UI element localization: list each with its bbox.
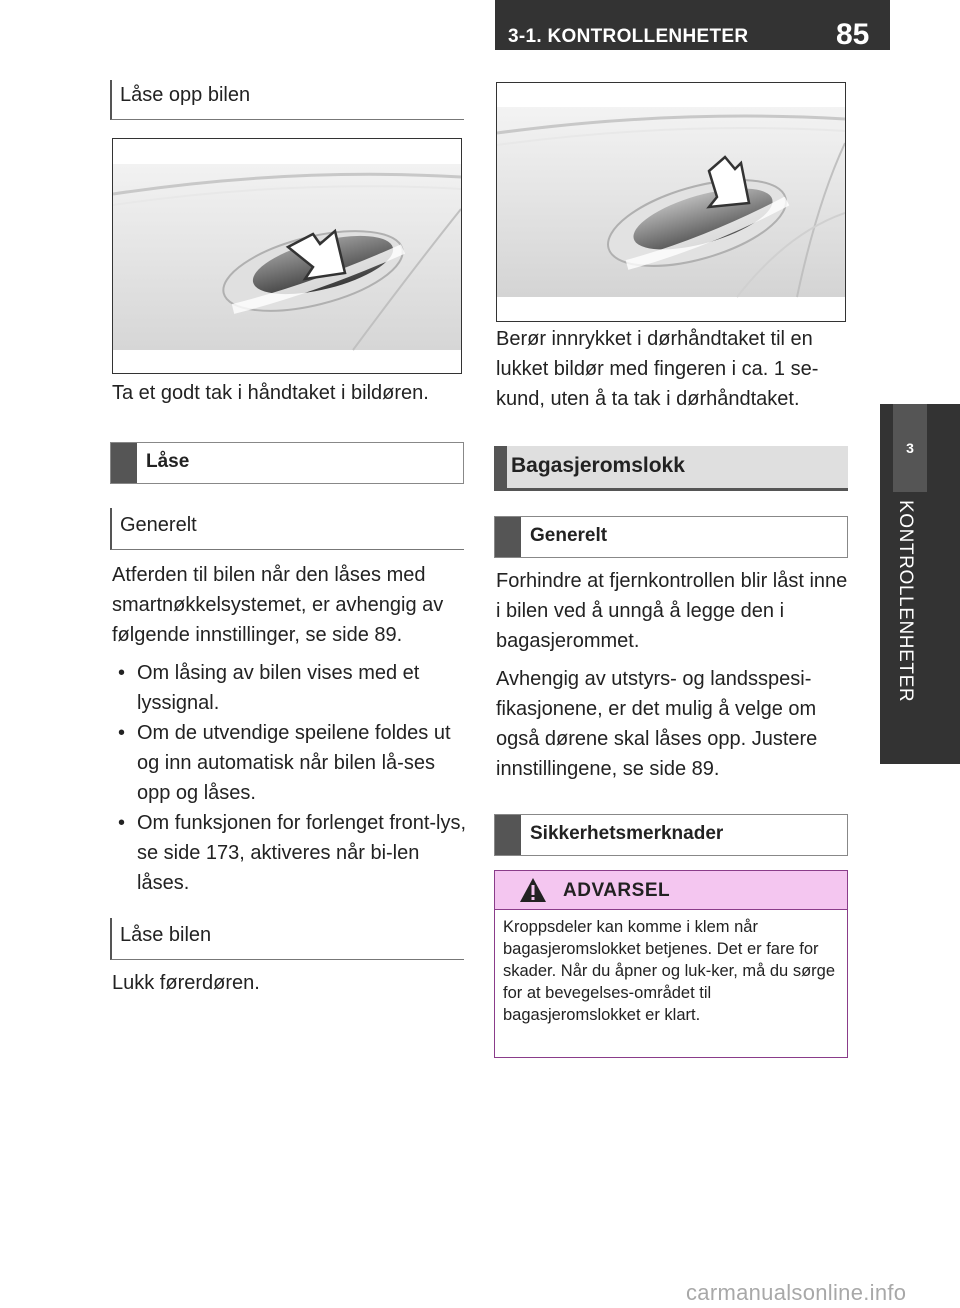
chapter-number: 3	[906, 440, 914, 456]
warning-title: ADVARSEL	[563, 880, 671, 901]
door-handle-touch-drawing	[497, 83, 845, 321]
watermark-text: carmanualsonline.info	[686, 1280, 907, 1305]
heading-general	[110, 508, 464, 550]
warning-box	[494, 870, 848, 1058]
heading-trunk-bar	[494, 446, 507, 491]
unlock-instruction: Ta et godt tak i håndtaket i bildøren.	[112, 382, 429, 404]
heading-trunk-lid	[494, 446, 848, 491]
warning-text: Kroppsdeler kan komme i klem når bagasjeromslokket betjenes. Det er fare for skader. Når du åpner og luk-ker, må du sørge for at bevegelses-området til bagasjeromslokket er klart.	[503, 918, 835, 1024]
heading-trunk-text: Bagasjeromslokk	[511, 454, 685, 477]
heading-general-text: Generelt	[120, 514, 197, 536]
door-handle-grip-drawing	[113, 139, 461, 373]
heading-lock-bar	[111, 443, 137, 483]
heading-safety-box	[494, 814, 848, 856]
heading-trunk-general-text: Generelt	[530, 525, 608, 546]
chapter-title: KONTROLLENHETER	[895, 500, 916, 703]
general-intro: Atferden til bilen når den låses med smartnøkkelsystemet, er avhengig av følgende innstillinger, se side 89.	[112, 564, 444, 646]
header-section-title: 3-1. KONTROLLENHETER	[508, 26, 749, 47]
heading-lock-car-text: Låse bilen	[120, 924, 212, 946]
door-handle-grip-illustration	[112, 138, 462, 374]
heading-trunk-general-box	[494, 516, 848, 558]
heading-safety-text: Sikkerhetsmerknader	[530, 823, 724, 844]
heading-lock-text: Låse	[146, 451, 190, 472]
list-item: • Om låsing av bilen vises med et lyssignal.	[112, 658, 472, 718]
general-bullet-list	[112, 658, 472, 898]
heading-safety-bar	[495, 815, 521, 855]
heading-unlock-text: Låse opp bilen	[120, 84, 251, 106]
warning-header	[495, 871, 847, 910]
list-item: • Om de utvendige speilene foldes ut og inn automatisk når bilen lå-ses opp og låses.	[112, 718, 472, 808]
heading-unlock	[110, 80, 464, 120]
page-number: 85	[836, 18, 870, 51]
trunk-paragraph-1: Forhindre at fjernkontrollen blir låst inne i bilen ved å unngå å legge den i bagasjerommet.	[496, 570, 848, 652]
warning-triangle-icon	[519, 877, 547, 908]
door-handle-touch-illustration	[496, 82, 846, 322]
list-item: • Om funksjonen for forlenget front-lys, se side 173, aktiveres når bi-len låses.	[112, 808, 472, 898]
trunk-general-content	[496, 566, 856, 792]
lock-car-instruction: Lukk førerdøren.	[112, 972, 260, 994]
heading-lock-box	[110, 442, 464, 484]
touch-instruction: Berør innrykket i dørhåndtaket til en lukket bildør med fingeren i ca. 1 se-kund, uten å ta tak i dørhåndtaket.	[496, 328, 819, 410]
heading-lock-car	[110, 918, 464, 960]
heading-trunk-general-bar	[495, 517, 521, 557]
general-content	[112, 560, 472, 898]
trunk-paragraph-2: Avhengig av utstyrs- og landsspesi-fikasjonene, er det mulig å velge om også dørene skal låses opp. Justere innstillingene, se side 89.	[496, 668, 818, 780]
